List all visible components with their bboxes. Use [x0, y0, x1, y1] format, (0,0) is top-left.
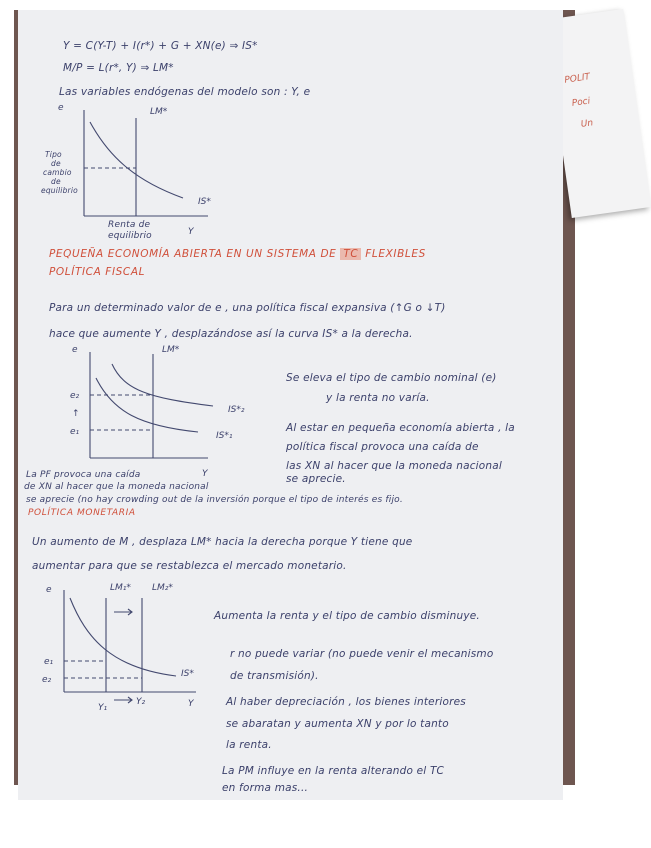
fiscal-paragraph-1: Para un determinado valor de e , una política fiscal expansiva (↑G o ↓T)	[49, 302, 446, 314]
side-text-2: Poci	[571, 96, 591, 109]
fiscal-note-8: de XN al hacer que la moneda nacional	[24, 482, 209, 492]
fiscal-note-3: Al estar en pequeña economía abierta , la	[286, 422, 515, 434]
g2-e2-label: e₂	[70, 391, 80, 401]
graph-monetary-policy	[36, 576, 226, 716]
monetary-note-8: en forma mas...	[222, 782, 309, 794]
fiscal-note-6: se aprecie.	[286, 473, 346, 485]
notebook-page	[18, 10, 563, 800]
g3-lm2-label: LM₂*	[152, 583, 173, 593]
g3-y1-label: Y₁	[98, 703, 108, 713]
tipo-label-5: equilibrio	[41, 186, 78, 195]
endogenous-variables: Las variables endógenas del modelo son : Y, e	[59, 86, 311, 98]
tipo-label-1: Tipo	[45, 150, 62, 159]
g2-e1-label: e₁	[70, 427, 80, 437]
g3-e1-label: e₁	[44, 657, 54, 667]
g3-is-label: IS*	[181, 669, 194, 679]
side-text-3: Un	[580, 118, 594, 130]
monetary-note-2: r no puede variar (no puede venir el mecanismo	[230, 648, 494, 660]
g2-lm-label: LM*	[162, 345, 180, 355]
g3-y2-label: Y₂	[136, 697, 146, 707]
fiscal-note-9: se aprecie (no hay crowding out de la inversión porque el tipo de interés es fijo.	[26, 495, 403, 505]
renta-label-2: equilibrio	[108, 231, 152, 241]
g2-x-label: Y	[202, 469, 208, 479]
monetary-note-5: se abaratan y aumenta XN y por lo tanto	[226, 718, 449, 730]
monetary-note-6: la renta.	[226, 739, 272, 751]
g2-is1-label: IS*₁	[216, 431, 233, 441]
section1-title	[49, 248, 426, 260]
g1-y-label: e	[58, 103, 64, 113]
g1-lm-label: LM*	[150, 107, 168, 117]
monetary-policy-title: POLÍTICA MONETARIA	[28, 508, 136, 518]
tipo-label-3: cambio	[43, 168, 72, 177]
fiscal-policy-title: POLÍTICA FISCAL	[49, 266, 146, 278]
monetary-note-7: La PM influye en la renta alterando el TC	[222, 765, 445, 777]
fiscal-note-2: y la renta no varía.	[326, 392, 430, 404]
monetary-note-1: Aumenta la renta y el tipo de cambio disminuye.	[214, 610, 480, 622]
tipo-label-4: de	[51, 177, 61, 186]
g2-is2-curve	[112, 364, 213, 406]
g1-x-label: Y	[188, 227, 194, 237]
section1-title-b: FLEXIBLES	[365, 248, 426, 260]
tipo-label-2: de	[51, 159, 61, 168]
g2-arrow: ↑	[72, 409, 80, 419]
renta-label-1: Renta de	[108, 220, 151, 230]
g3-is-curve	[70, 598, 176, 676]
graph-fiscal-policy	[58, 340, 288, 480]
g2-y-label: e	[72, 345, 78, 355]
fiscal-note-7: La PF provoca una caída	[26, 470, 141, 480]
monetary-note-3: de transmisión).	[230, 670, 319, 682]
fiscal-note-4: política fiscal provoca una caída de	[286, 441, 479, 453]
monetary-paragraph-1: Un aumento de M , desplaza LM* hacia la derecha porque Y tiene que	[32, 536, 413, 548]
is-equation: Y = C(Y-T) + I(r*) + G + XN(e) ⇒ IS*	[63, 40, 258, 52]
monetary-note-4: Al haber depreciación , los bienes interiores	[226, 696, 466, 708]
section1-title-tc: TC	[340, 248, 361, 260]
lm-equation: M/P = L(r*, Y) ⇒ LM*	[63, 62, 174, 74]
g3-x-label: Y	[188, 699, 194, 709]
section1-title-a: PEQUEÑA ECONOMÍA ABIERTA EN UN SISTEMA DE	[49, 248, 337, 260]
g2-is2-label: IS*₂	[228, 405, 245, 415]
g2-is1-curve	[96, 378, 198, 432]
side-text-1: POLIT	[563, 72, 591, 86]
g3-y-label: e	[46, 585, 52, 595]
fiscal-note-1: Se eleva el tipo de cambio nominal (e)	[286, 372, 497, 384]
g3-lm1-label: LM₁*	[110, 583, 131, 593]
fiscal-paragraph-2: hace que aumente Y , desplazándose así la curva IS* a la derecha.	[49, 328, 413, 340]
g1-is-label: IS*	[198, 197, 211, 207]
fiscal-note-5: las XN al hacer que la moneda nacional	[286, 460, 503, 472]
g3-e2-label: e₂	[42, 675, 52, 685]
monetary-paragraph-2: aumentar para que se restablezca el mercado monetario.	[32, 560, 347, 572]
notebook-photo	[14, 10, 594, 794]
